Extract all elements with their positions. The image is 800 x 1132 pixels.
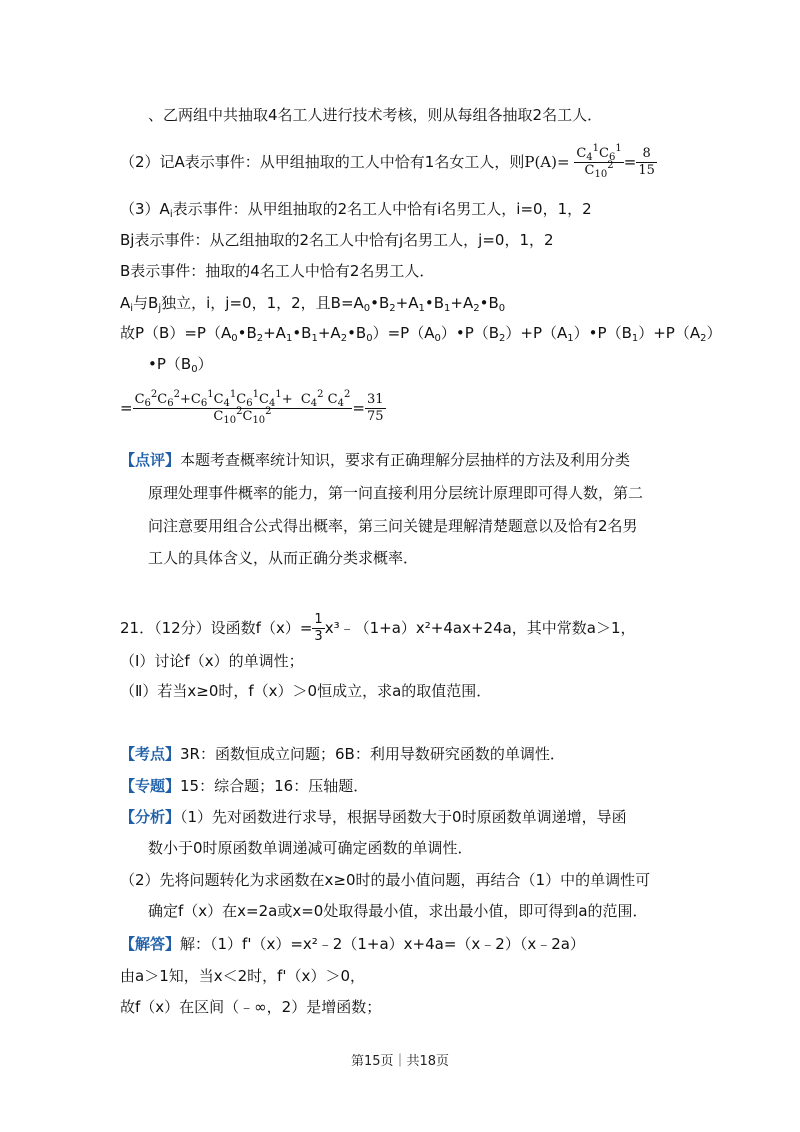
fenxi-line: 【分析】（1）先对函数进行求导，根据导函数大于0时原函数单调递增，导函 bbox=[120, 808, 627, 826]
text-line: B表示事件：抽取的4名工人中恰有2名男工人． bbox=[120, 262, 435, 280]
question-title: 21．（12分）设函数f（x）= $\frac{1}{3}$ x³﹣（1+a）x²+4ax+24a，其中常数a＞1， bbox=[120, 612, 636, 644]
comment-line: 原理处理事件概率的能力，第一问直接利用分层统计原理即可得人数，第二 bbox=[148, 484, 644, 502]
comment-line: 【点评】本题考查概率统计知识，要求有正确理解分层抽样的方法及利用分类 bbox=[120, 451, 631, 469]
zhuanti-line: 【专题】15：综合题；16：压轴题． bbox=[120, 777, 369, 795]
comment-line: 问注意要用组合公式得出概率，第三问关键是理解清楚题意以及恰有2名男 bbox=[148, 517, 638, 535]
formula-line: = $\frac{C_6^2C_6^2+C_6^1C_4^1C_6^1C_4^1+ C_4^2 C_4^2}{C_{10}^2C_{10}^2}$ = $\frac{31}{75}$ bbox=[120, 389, 384, 426]
text-line: $A_i$与$B_j$独立，i，j=0，1，2，且$B=A_0•B_2+A_1•B_1+A_2•B_0$ bbox=[120, 294, 506, 314]
text-line: 、乙两组中共抽取4名工人进行技术考核，则从每组各抽取2名工人． bbox=[148, 106, 603, 124]
text-line: $(3)A_i$表示事件：从甲组抽取的2名工人中恰有i名男工人，i=0，1，2 bbox=[120, 200, 592, 220]
text-line: $•P(B_0)$ bbox=[148, 355, 213, 375]
fenxi-line: （2）先将问题转化为求函数在x≥0时的最小值问题，再结合（1）中的单调性可 bbox=[120, 871, 651, 889]
question-part: （Ⅱ）若当x≥0时，f（x）＞0恒成立，求a的取值范围． bbox=[120, 682, 492, 700]
text-line: Bj表示事件：从乙组抽取的2名工人中恰有j名男工人，j=0，1，2 bbox=[120, 231, 554, 249]
question-part: （Ⅰ）讨论f（x）的单调性； bbox=[120, 652, 304, 670]
page-footer: 第15页｜共18页 bbox=[350, 1054, 450, 1069]
jieda-line: 故f（x）在区间（﹣∞，2）是增函数； bbox=[120, 998, 382, 1016]
text-line: （2）记A表示事件：从甲组抽取的工人中恰有1名女工人，则P(A)= $\frac{C_4^1C_6^1}{C_{10}^2}$ = $\frac{8}{15}$ bbox=[120, 143, 655, 180]
jieda-line: 由a＞1知，当x＜2时，f'（x）＞0， bbox=[120, 967, 365, 985]
text-line: 故$P(B)=P(A_0•B_2+A_1•B_1+A_2•B_0)=P(A_0)•P(B_2)+P(A_1)•P(B_1)+P(A_2)$ bbox=[120, 324, 722, 344]
kaodian-line: 【考点】3R：函数恒成立问题；6B：利用导数研究函数的单调性． bbox=[120, 745, 565, 763]
fenxi-line: 数小于0时原函数单调递减可确定函数的单调性． bbox=[148, 839, 473, 857]
fenxi-line: 确定f（x）在x=2a或x=0处取得最小值，求出最小值，即可得到a的范围． bbox=[148, 902, 648, 920]
comment-line: 工人的具体含义，从而正确分类求概率． bbox=[148, 549, 419, 567]
fraction: $\frac{C_4^1C_6^1}{C_{10}^2}$ bbox=[576, 143, 622, 180]
jieda-line: 【解答】解：（1）f'（x）=x²﹣2（1+a）x+4a=（x﹣2）（x﹣2a） bbox=[120, 935, 585, 953]
